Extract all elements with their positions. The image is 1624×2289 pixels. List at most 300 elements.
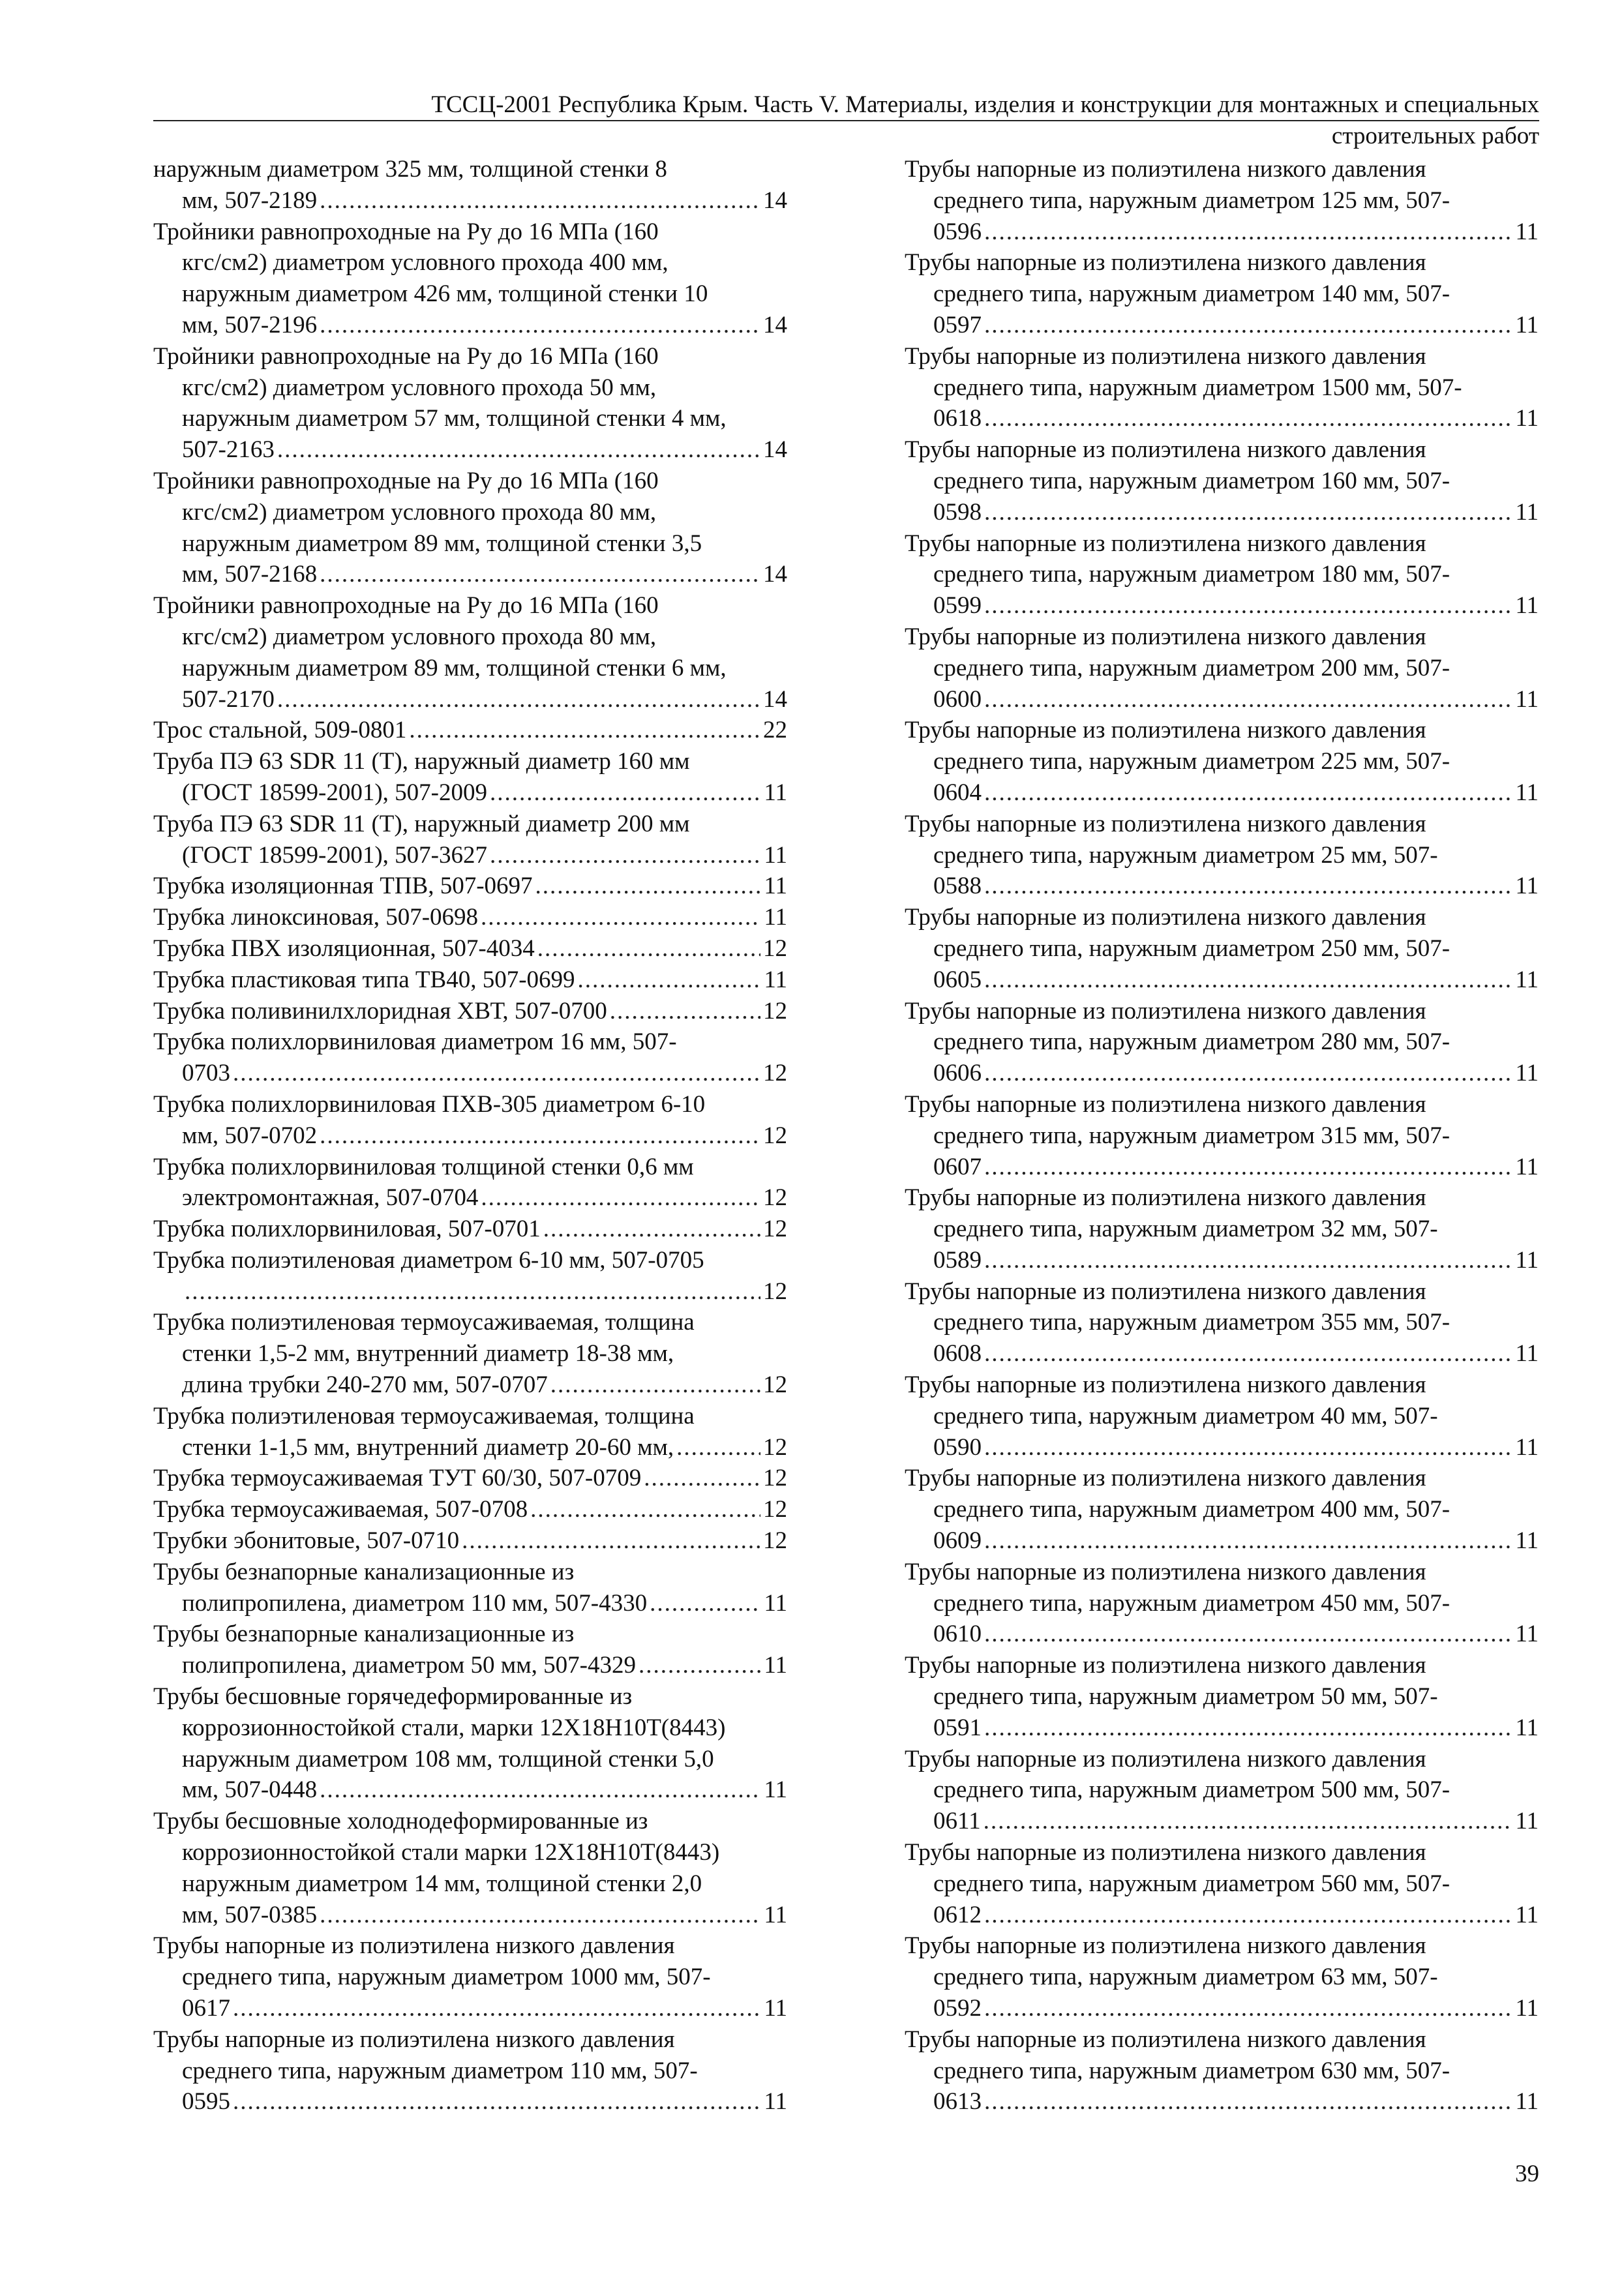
index-entry-page: 11 — [1515, 592, 1539, 620]
index-entry-leader-line — [182, 1650, 787, 1681]
index-entry — [905, 1182, 1539, 1276]
dot-leader — [462, 1525, 760, 1557]
index-entry-leader-line — [182, 684, 787, 715]
index-entry — [153, 2024, 787, 2117]
index-entry — [905, 528, 1539, 621]
index-entry-page: 11 — [1515, 1621, 1539, 1648]
index-entry-line: Труба ПЭ 63 SDR 11 (Т), наружный диаметр 200 мм — [153, 810, 690, 837]
index-entry — [153, 1089, 787, 1152]
index-entry-last-line: Трубка пластиковая типа ТВ40, 507-0699 — [153, 966, 575, 993]
index-entry-leader-line — [933, 777, 1539, 809]
dot-leader — [984, 1993, 1512, 2024]
index-entry-page: 12 — [763, 1496, 787, 1523]
index-entry-leader-line — [182, 1900, 787, 1931]
index-entry-last-line: 0596 — [933, 218, 982, 245]
index-entry-leader-line — [182, 1774, 787, 1806]
dot-leader — [984, 1152, 1512, 1183]
index-entry-line: кгс/см2) диаметром условного прохода 400 мм, — [182, 249, 669, 277]
index-entry-page: 11 — [1515, 311, 1539, 338]
index-entry — [905, 1650, 1539, 1743]
index-entry-leader-line — [933, 1338, 1539, 1369]
index-entry-page: 11 — [764, 1776, 787, 1804]
index-entry-leader-line — [182, 1182, 787, 1214]
index-entry-page: 14 — [763, 561, 787, 588]
running-header — [153, 90, 1539, 151]
index-entry — [905, 996, 1539, 1089]
index-entry-line: среднего типа, наружным диаметром 355 мм, 507- — [933, 1309, 1451, 1336]
index-entry-last-line: 0589 — [933, 1246, 982, 1274]
dot-leader — [481, 902, 761, 933]
index-entry-leader-line — [933, 965, 1539, 996]
dot-leader — [650, 1588, 761, 1619]
index-entry-line: среднего типа, наружным диаметром 500 мм, 507- — [933, 1776, 1451, 1804]
index-entry-last-line: стенки 1-1,5 мм, внутренний диаметр 20-60 мм, — [182, 1433, 674, 1461]
index-entry-leader-line — [933, 1713, 1539, 1744]
dot-leader — [984, 403, 1512, 434]
index-entry-line: Трубы напорные из полиэтилена низкого давления — [153, 1932, 675, 1960]
index-column-left — [153, 154, 787, 2117]
index-entry-line: среднего типа, наружным диаметром 450 мм, 507- — [933, 1589, 1451, 1617]
index-entry-line: Трубы бесшовные горячедеформированные из — [153, 1683, 633, 1711]
index-entry-line: кгс/см2) диаметром условного прохода 80 мм, — [182, 623, 657, 650]
index-entry-leader-line — [933, 403, 1539, 434]
index-entry-line: кгс/см2) диаметром условного прохода 80 мм, — [182, 498, 657, 526]
index-entry — [153, 341, 787, 466]
index-entry-line: Трубка полиэтиленовая диаметром 6-10 мм, 507-0705 — [153, 1246, 704, 1274]
index-entry-page: 11 — [1515, 873, 1539, 900]
index-entry-line: Трубы напорные из полиэтилена низкого давления — [905, 1652, 1426, 1679]
index-entry-line: Труба ПЭ 63 SDR 11 (Т), наружный диаметр 160 мм — [153, 748, 690, 775]
dot-leader — [535, 871, 762, 902]
index-entry-line: Трубы напорные из полиэтилена низкого давления — [905, 2026, 1426, 2053]
index-entry-line: среднего типа, наружным диаметром 40 мм, 507- — [933, 1402, 1438, 1429]
index-entry-leader-line — [933, 1900, 1539, 1931]
index-entry-last-line: 0613 — [933, 2088, 982, 2116]
index-entry-last-line: мм, 507-2168 — [182, 561, 318, 588]
index-entry-line: среднего типа, наружным диаметром 25 мм, 507- — [933, 841, 1438, 869]
index-entry-line: наружным диаметром 57 мм, толщиной стенки 4 мм, — [182, 405, 727, 432]
dot-leader — [490, 840, 761, 871]
index-entry — [153, 1494, 787, 1525]
index-entry-page: 14 — [763, 436, 787, 464]
index-entry-page: 11 — [1515, 1808, 1539, 1835]
index-entry-line: Трубы бесшовные холоднодеформированные из — [153, 1808, 648, 1835]
index-entry-last-line: 0591 — [933, 1714, 982, 1741]
index-entry-line: Трубка полиэтиленовая термоусаживаемая, толщина — [153, 1309, 695, 1336]
index-entry-line: Трубка полихлорвиниловая диаметром 16 мм, 507- — [153, 1028, 677, 1056]
index-entry-page: 11 — [1515, 498, 1539, 526]
index-columns — [153, 154, 1539, 2136]
index-entry-leader-line — [182, 1120, 787, 1152]
index-entry — [905, 1837, 1539, 1930]
index-entry-last-line: 0609 — [933, 1527, 982, 1555]
dot-leader — [409, 715, 760, 746]
dot-leader — [490, 777, 761, 809]
index-entry-line: Трубы напорные из полиэтилена низкого давления — [905, 436, 1426, 464]
index-entry-leader-line — [153, 933, 787, 965]
index-entry — [153, 1557, 787, 1619]
index-entry-line: среднего типа, наружным диаметром 560 мм, 507- — [933, 1870, 1451, 1897]
index-entry-last-line: Трубка линоксиновая, 507-0698 — [153, 904, 479, 931]
index-entry-leader-line — [933, 1993, 1539, 2024]
index-entry-leader-line — [182, 840, 787, 871]
index-entry-line: Трубы напорные из полиэтилена низкого давления — [905, 1371, 1426, 1399]
index-entry-line: среднего типа, наружным диаметром 140 мм, 507- — [933, 280, 1451, 308]
index-entry-last-line: Трубки эбонитовые, 507-0710 — [153, 1527, 460, 1555]
index-entry — [153, 715, 787, 746]
index-entry — [153, 1152, 787, 1214]
dot-leader — [984, 777, 1512, 809]
dot-leader — [320, 1120, 760, 1152]
dot-leader — [277, 434, 760, 466]
index-entry-leader-line — [182, 1276, 787, 1308]
dot-leader — [676, 1432, 760, 1463]
index-entry-page: 11 — [764, 2088, 787, 2116]
index-entry-page: 11 — [764, 904, 787, 931]
index-entry-last-line: полипропилена, диаметром 50 мм, 507-4329 — [182, 1652, 636, 1679]
index-entry-last-line: 0590 — [933, 1433, 982, 1461]
dot-leader — [537, 933, 760, 965]
index-entry-line: наружным диаметром 89 мм, толщиной стенки 3,5 — [182, 530, 702, 557]
index-entry — [153, 1681, 787, 1806]
index-entry-page: 11 — [1515, 1995, 1539, 2022]
dot-leader — [639, 1650, 761, 1681]
index-entry-page: 11 — [1515, 966, 1539, 993]
index-entry-last-line: 0600 — [933, 685, 982, 713]
dot-leader — [984, 965, 1512, 996]
page-number: 39 — [1515, 2161, 1539, 2187]
dot-leader — [984, 684, 1512, 715]
index-entry — [153, 933, 787, 965]
index-entry-page: 11 — [1515, 1153, 1539, 1180]
index-entry-last-line: 0611 — [933, 1808, 981, 1835]
index-entry-page: 11 — [1515, 405, 1539, 432]
index-entry-last-line: длина трубки 240-270 мм, 507-0707 — [182, 1371, 548, 1399]
index-entry-page: 11 — [764, 1995, 787, 2022]
index-entry-line: Трубы напорные из полиэтилена низкого давления — [905, 904, 1426, 931]
dot-leader — [320, 310, 760, 341]
index-entry-line: Тройники равнопроходные на Ру до 16 МПа (160 — [153, 592, 659, 620]
index-entry-leader-line — [153, 1214, 787, 1245]
index-entry-last-line: Трубка ПВХ изоляционная, 507-4034 — [153, 935, 535, 962]
index-entry — [905, 902, 1539, 995]
index-entry-page: 12 — [763, 997, 787, 1025]
index-entry-leader-line — [153, 715, 787, 746]
index-entry-leader-line — [933, 1525, 1539, 1557]
dot-leader — [320, 559, 760, 590]
index-entry-last-line: мм, 507-0702 — [182, 1122, 318, 1149]
index-entry-last-line: Трубка полихлорвиниловая, 507-0701 — [153, 1216, 541, 1243]
index-entry-line: Трубка полихлорвиниловая толщиной стенки 0,6 мм — [153, 1153, 694, 1180]
index-entry-leader-line — [933, 1152, 1539, 1183]
index-entry — [905, 1369, 1539, 1463]
index-entry-page: 11 — [1515, 1714, 1539, 1741]
index-entry-page: 12 — [763, 1465, 787, 1492]
dot-leader — [984, 1058, 1512, 1089]
index-entry-line: среднего типа, наружным диаметром 160 мм, 507- — [933, 467, 1451, 494]
index-entry-last-line: (ГОСТ 18599-2001), 507-3627 — [182, 841, 487, 869]
index-entry — [905, 1930, 1539, 2024]
index-entry-page: 11 — [764, 779, 787, 806]
index-entry-line: наружным диаметром 14 мм, толщиной стенки 2,0 — [182, 1870, 702, 1897]
index-entry — [905, 341, 1539, 434]
index-entry-line: Трубы напорные из полиэтилена низкого давления — [905, 1839, 1426, 1866]
dot-leader — [984, 1525, 1512, 1557]
index-entry-last-line: Трос стальной, 509-0801 — [153, 717, 407, 744]
index-entry-line: среднего типа, наружным диаметром 110 мм, 507- — [182, 2057, 698, 2084]
index-entry-leader-line — [182, 1432, 787, 1463]
index-entry — [153, 1245, 787, 1308]
index-entry-page: 11 — [764, 1589, 787, 1617]
index-entry-last-line: 0604 — [933, 779, 982, 806]
index-entry — [905, 1744, 1539, 1837]
index-entry-last-line: 0608 — [933, 1340, 982, 1368]
index-entry — [153, 1525, 787, 1557]
dot-leader — [530, 1494, 760, 1525]
index-entry-page: 11 — [1515, 1433, 1539, 1461]
index-entry-last-line: Трубка термоусаживаемая ТУТ 60/30, 507-0709 — [153, 1465, 642, 1492]
index-entry-last-line: мм, 507-2189 — [182, 187, 318, 214]
index-entry-leader-line — [933, 1806, 1539, 1837]
index-entry-page: 11 — [1515, 1901, 1539, 1928]
index-entry-line: наружным диаметром 108 мм, толщиной стенки 5,0 — [182, 1745, 714, 1773]
dot-leader — [610, 996, 760, 1027]
index-entry — [905, 154, 1539, 247]
index-entry-line: наружным диаметром 426 мм, толщиной стенки 10 — [182, 280, 708, 308]
index-entry-last-line: 0598 — [933, 498, 982, 526]
index-entry-line: Трубы напорные из полиэтилена низкого давления — [905, 1932, 1426, 1960]
dot-leader — [233, 1058, 760, 1089]
index-entry — [153, 466, 787, 590]
index-entry-page: 11 — [1515, 218, 1539, 245]
index-entry-leader-line — [933, 590, 1539, 621]
dot-leader — [984, 1619, 1512, 1650]
index-entry-leader-line — [182, 1588, 787, 1619]
index-entry-line: Трубка полиэтиленовая термоусаживаемая, толщина — [153, 1402, 695, 1429]
dot-leader — [984, 1806, 1513, 1837]
index-entry-last-line: 0617 — [182, 1995, 230, 2022]
index-entry — [905, 247, 1539, 340]
index-entry-last-line: 0588 — [933, 873, 982, 900]
dot-leader — [550, 1369, 760, 1401]
index-entry-last-line: мм, 507-2196 — [182, 311, 318, 338]
index-entry-line: среднего типа, наружным диаметром 125 мм, 507- — [933, 187, 1451, 214]
index-entry-page: 11 — [1515, 685, 1539, 713]
index-entry-leader-line — [182, 777, 787, 809]
index-entry-leader-line — [933, 497, 1539, 528]
index-entry-page: 11 — [1515, 779, 1539, 806]
index-entry-leader-line — [153, 1525, 787, 1557]
index-entry-page: 12 — [763, 1060, 787, 1087]
dot-leader — [984, 1338, 1512, 1369]
index-entry-line: среднего типа, наружным диаметром 1500 мм, 507- — [933, 374, 1462, 401]
index-entry-leader-line — [933, 871, 1539, 902]
dot-leader — [233, 1993, 761, 2024]
index-entry-page: 11 — [1515, 1340, 1539, 1368]
index-entry-last-line: 0595 — [182, 2088, 230, 2116]
dot-leader — [644, 1463, 760, 1494]
index-entry — [153, 1026, 787, 1089]
index-entry-line: среднего типа, наружным диаметром 1000 мм, 507- — [182, 1964, 711, 1991]
index-entry-leader-line — [933, 217, 1539, 248]
index-entry-line: коррозионностойкой стали марки 12Х18Н10Т(8443) — [182, 1839, 720, 1866]
index-entry-line: Тройники равнопроходные на Ру до 16 МПа (160 — [153, 467, 659, 494]
index-entry-page: 11 — [1515, 1246, 1539, 1274]
index-entry-page: 11 — [764, 966, 787, 993]
index-entry-last-line: электромонтажная, 507-0704 — [182, 1184, 479, 1212]
index-entry-page: 12 — [763, 1184, 787, 1212]
index-entry-page: 11 — [1515, 2088, 1539, 2116]
index-entry — [905, 621, 1539, 715]
index-entry-last-line: Трубка термоусаживаемая, 507-0708 — [153, 1496, 528, 1523]
index-entry-line: среднего типа, наружным диаметром 200 мм, 507- — [933, 654, 1451, 681]
index-entry-leader-line — [182, 1369, 787, 1401]
index-entry-leader-line — [933, 1058, 1539, 1089]
index-entry-line: Трубка полихлорвиниловая ПХВ-305 диаметром 6-10 — [153, 1090, 706, 1118]
index-entry-page: 12 — [763, 1371, 787, 1399]
index-entry-line: стенки 1,5-2 мм, внутренний диаметр 18-38 мм, — [182, 1340, 674, 1368]
index-entry-page: 12 — [763, 935, 787, 962]
dot-leader — [277, 684, 760, 715]
index-entry-leader-line — [153, 871, 787, 902]
index-entry-leader-line — [182, 1993, 787, 2024]
index-entry-leader-line — [182, 1058, 787, 1089]
index-entry-line: среднего типа, наружным диаметром 630 мм, 507- — [933, 2057, 1451, 2084]
index-entry-page: 11 — [764, 873, 787, 900]
index-entry-line: наружным диаметром 89 мм, толщиной стенки 6 мм, — [182, 654, 727, 681]
index-entry-last-line: Трубка поливинилхлоридная ХВТ, 507-0700 — [153, 997, 607, 1025]
index-entry-last-line: 0618 — [933, 405, 982, 432]
index-entry-leader-line — [933, 1245, 1539, 1276]
index-entry-line: среднего типа, наружным диаметром 50 мм, 507- — [933, 1683, 1438, 1711]
index-entry — [905, 1276, 1539, 1369]
index-entry-last-line: 0605 — [933, 966, 982, 993]
index-entry-line: Трубы напорные из полиэтилена низкого давления — [905, 249, 1426, 277]
index-entry — [153, 1806, 787, 1930]
index-entry — [905, 1557, 1539, 1650]
dot-leader — [984, 871, 1512, 902]
dot-leader — [543, 1214, 760, 1245]
index-entry-line: Трубы напорные из полиэтилена низкого давления — [905, 1184, 1426, 1212]
index-entry-line: Трубы напорные из полиэтилена низкого давления — [905, 1278, 1426, 1305]
index-entry-line: Трубы безнапорные канализационные из — [153, 1621, 575, 1648]
index-entry-last-line: 507-2170 — [182, 685, 275, 713]
dot-leader — [984, 2086, 1512, 2117]
index-entry-page: 11 — [764, 841, 787, 869]
index-entry-line: Трубы напорные из полиэтилена низкого давления — [905, 1090, 1426, 1118]
index-entry-line: Трубы напорные из полиэтилена низкого давления — [905, 810, 1426, 837]
index-entry-line: Трубы напорные из полиэтилена низкого давления — [905, 530, 1426, 557]
dot-leader — [233, 2086, 761, 2117]
index-entry-page: 11 — [764, 1652, 787, 1679]
index-entry-leader-line — [153, 996, 787, 1027]
index-entry-last-line: (ГОСТ 18599-2001), 507-2009 — [182, 779, 487, 806]
index-entry-line: Трубы напорные из полиэтилена низкого давления — [905, 717, 1426, 744]
index-entry-line: Трубы напорные из полиэтилена низкого давления — [153, 2026, 675, 2053]
dot-leader — [481, 1182, 760, 1214]
dot-leader — [984, 497, 1512, 528]
index-entry-line: среднего типа, наружным диаметром 280 мм, 507- — [933, 1028, 1451, 1056]
index-entry-line: среднего типа, наружным диаметром 63 мм, 507- — [933, 1964, 1438, 1991]
index-entry-line: Трубы напорные из полиэтилена низкого давления — [905, 1465, 1426, 1492]
index-entry-last-line: Трубка изоляционная ТПВ, 507-0697 — [153, 873, 533, 900]
index-entry-page: 14 — [763, 187, 787, 214]
dot-leader — [320, 1774, 761, 1806]
index-entry — [153, 746, 787, 809]
dot-leader — [320, 185, 760, 217]
index-entry-page: 12 — [763, 1216, 787, 1243]
dot-leader — [185, 1276, 760, 1308]
index-entry-page: 14 — [763, 311, 787, 338]
dot-leader — [984, 310, 1512, 341]
dot-leader — [984, 217, 1512, 248]
index-entry-last-line: 0612 — [933, 1901, 982, 1928]
index-entry-line: среднего типа, наружным диаметром 225 мм, 507- — [933, 748, 1451, 775]
index-entry — [153, 217, 787, 341]
index-entry-leader-line — [182, 559, 787, 590]
index-entry-page: 12 — [763, 1278, 787, 1305]
index-entry-last-line: мм, 507-0448 — [182, 1776, 318, 1804]
index-entry-leader-line — [933, 684, 1539, 715]
index-column-right — [905, 154, 1539, 2117]
index-entry-line: Трубы напорные из полиэтилена низкого давления — [905, 156, 1426, 183]
index-entry — [153, 1214, 787, 1245]
index-entry-last-line: 0703 — [182, 1060, 230, 1087]
index-entry-page: 14 — [763, 685, 787, 713]
index-entry-last-line: 0606 — [933, 1060, 982, 1087]
index-entry-line: среднего типа, наружным диаметром 32 мм, 507- — [933, 1216, 1438, 1243]
header-line-2: строительных работ — [1331, 123, 1539, 149]
index-entry — [905, 715, 1539, 808]
index-entry-line: среднего типа, наружным диаметром 315 мм, 507- — [933, 1122, 1451, 1149]
index-entry-line: Тройники равнопроходные на Ру до 16 МПа (160 — [153, 342, 659, 370]
index-entry-page: 22 — [763, 717, 787, 744]
index-entry-page: 12 — [763, 1527, 787, 1555]
index-entry-leader-line — [933, 1619, 1539, 1650]
index-entry-leader-line — [182, 434, 787, 466]
dot-leader — [984, 1245, 1512, 1276]
dot-leader — [984, 1432, 1512, 1463]
index-entry-page: 12 — [763, 1433, 787, 1461]
header-line-1: ТССЦ-2001 Республика Крым. Часть V. Материалы, изделия и конструкции для монтажных и специальных — [153, 90, 1539, 121]
index-entry-leader-line — [153, 1494, 787, 1525]
index-entry — [905, 809, 1539, 902]
index-entry-leader-line — [182, 185, 787, 217]
index-entry-page: 11 — [1515, 1527, 1539, 1555]
index-entry — [153, 1463, 787, 1494]
index-entry — [153, 809, 787, 871]
index-entry — [153, 902, 787, 933]
index-entry-leader-line — [933, 1432, 1539, 1463]
index-entry-line: среднего типа, наружным диаметром 400 мм, 507- — [933, 1496, 1451, 1523]
index-entry-line: Трубы напорные из полиэтилена низкого давления — [905, 997, 1426, 1025]
index-entry-line: Трубы безнапорные канализационные из — [153, 1558, 575, 1585]
index-entry — [153, 965, 787, 996]
index-entry-last-line: 507-2163 — [182, 436, 275, 464]
dot-leader — [984, 1900, 1512, 1931]
index-entry-page: 11 — [1515, 1060, 1539, 1087]
index-entry — [153, 1930, 787, 2024]
index-entry — [153, 1619, 787, 1681]
index-entry — [153, 1401, 787, 1463]
index-entry-leader-line — [933, 310, 1539, 341]
index-entry-last-line: 0607 — [933, 1153, 982, 1180]
index-entry-line: среднего типа, наружным диаметром 180 мм, 507- — [933, 561, 1451, 588]
index-entry-last-line: 0599 — [933, 592, 982, 620]
index-entry-leader-line — [182, 2086, 787, 2117]
index-entry-last-line: мм, 507-0385 — [182, 1901, 318, 1928]
dot-leader — [320, 1900, 761, 1931]
